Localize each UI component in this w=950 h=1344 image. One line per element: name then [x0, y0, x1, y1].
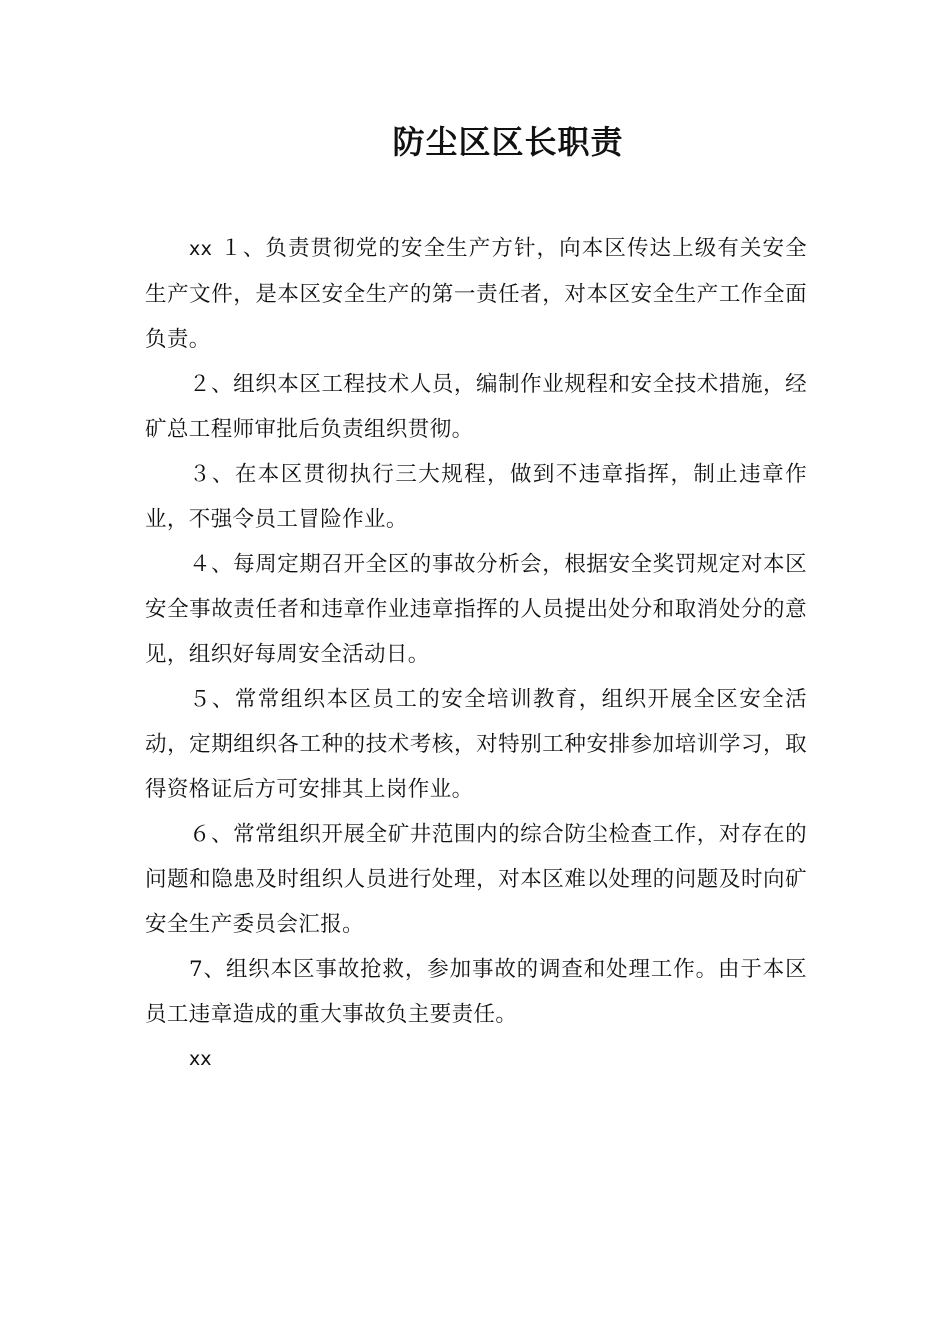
- paragraph-4: [145, 542, 807, 677]
- paragraph-text: 7、组织本区事故抢救，参加事故的调查和处理工作。由于本区员工违章造成的重大事故负主要责任。: [145, 957, 807, 1027]
- paragraph-text: ４、每周定期召开全区的事故分析会，根据安全奖罚规定对本区安全事故责任者和违章作业违章指挥的人员提出处分和取消处分的意见，组织好每周安全活动日。: [145, 552, 807, 667]
- paragraph-6: [145, 812, 807, 947]
- signature: xx: [189, 1048, 212, 1070]
- document-body: [145, 226, 807, 1082]
- paragraph-text: ２、组织本区工程技术人员，编制作业规程和安全技术措施，经矿总工程师审批后负责组织贯彻。: [145, 372, 807, 442]
- paragraph-text: １、负责贯彻党的安全生产方针，向本区传达上级有关安全生产文件，是本区安全生产的第一责任者，对本区安全生产工作全面负责。: [145, 236, 808, 352]
- paragraph-1: [145, 226, 807, 362]
- paragraph-2: [145, 362, 807, 452]
- paragraph-lead: xx: [189, 238, 213, 260]
- paragraph-7: [145, 947, 807, 1037]
- paragraph-3: [145, 452, 807, 542]
- paragraph-text: ３、在本区贯彻执行三大规程，做到不违章指挥，制止违章作业，不强令员工冒险作业。: [145, 462, 807, 532]
- paragraph-5: [145, 677, 807, 812]
- paragraph-text: ５、常常组织本区员工的安全培训教育，组织开展全区安全活动，定期组织各工种的技术考核，对特别工种安排参加培训学习，取得资格证后方可安排其上岗作业。: [145, 687, 807, 802]
- document-title: 防尘区区长职责: [392, 123, 624, 161]
- paragraph-text: ６、常常组织开展全矿井范围内的综合防尘检查工作，对存在的问题和隐患及时组织人员进行处理，对本区难以处理的问题及时向矿安全生产委员会汇报。: [145, 822, 807, 937]
